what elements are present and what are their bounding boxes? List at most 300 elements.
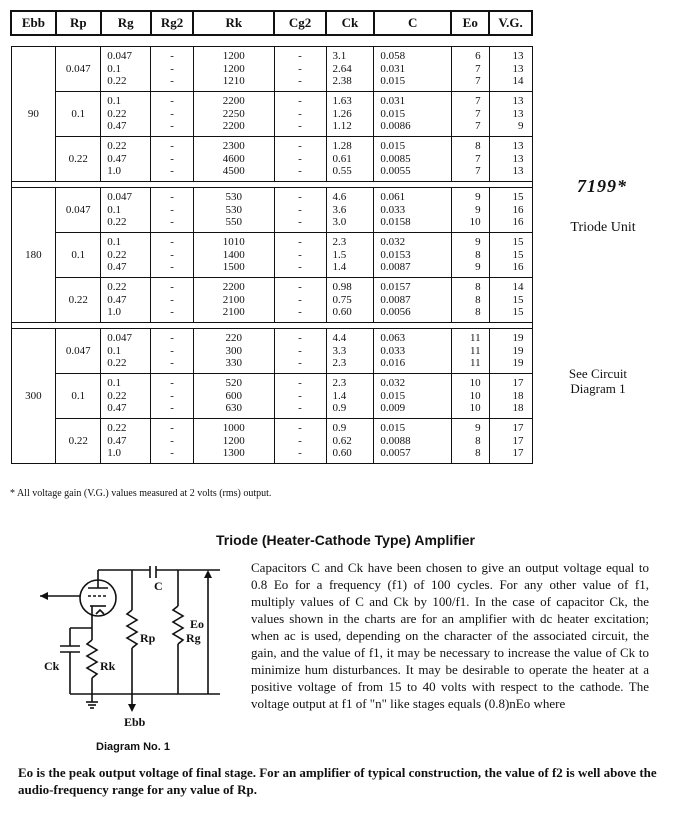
rg-value: 0.47 (107, 402, 127, 415)
rg-cell (101, 329, 151, 374)
cg2-value: - (298, 402, 302, 415)
rg-value: 0.47 (107, 434, 127, 447)
eo-value: 11 (470, 357, 481, 370)
rp-cell: 0.047 (56, 47, 101, 92)
vg-value: 15 (512, 236, 524, 249)
c-cell (374, 137, 451, 182)
section-title: Triode (Heater-Cathode Type) Amplifier (215, 532, 476, 548)
c-value: 0.032 (380, 236, 406, 249)
ck-value: 0.61 (332, 152, 352, 165)
ck-cell (326, 374, 374, 419)
rg2-value: - (170, 191, 174, 204)
rk-value: 630 (225, 402, 242, 415)
rp-cell: 0.1 (56, 233, 101, 278)
rg-value: 0.1 (107, 203, 121, 216)
c-value: 0.0153 (380, 248, 411, 261)
ck-value: 0.62 (332, 434, 352, 447)
rg-value: 0.22 (107, 389, 127, 402)
rg2-cell (151, 47, 194, 92)
eo-value: 8 (475, 248, 481, 261)
ck-value: 3.1 (332, 50, 347, 63)
rg-cell (101, 374, 151, 419)
vg-value: 13 (512, 165, 524, 178)
rg2-cell (151, 329, 194, 374)
rg2-cell (151, 278, 194, 323)
eo-cell (451, 92, 489, 137)
label-ebb: Ebb (124, 715, 146, 729)
vg-cell (489, 137, 532, 182)
rg2-value: - (170, 152, 174, 165)
rg2-value: - (170, 306, 174, 319)
vg-value: 13 (512, 107, 524, 120)
rk-value: 220 (225, 332, 242, 345)
header-c: C (374, 11, 451, 35)
rg-value: 0.22 (107, 75, 127, 88)
tube-number: 7199* (577, 176, 627, 196)
rg2-cell (151, 419, 194, 464)
cg2-value: - (298, 389, 302, 402)
rg-value: 0.22 (107, 107, 127, 120)
rg2-value: - (170, 422, 174, 435)
c-value: 0.015 (380, 75, 406, 88)
rg-cell (101, 137, 151, 182)
c-cell (374, 188, 451, 233)
rp-cell: 0.1 (56, 92, 101, 137)
rk-cell (193, 137, 274, 182)
rg-value: 0.47 (107, 261, 127, 274)
c-value: 0.031 (380, 95, 406, 108)
vg-value: 15 (512, 293, 524, 306)
rg-cell (101, 233, 151, 278)
c-value: 0.033 (380, 344, 406, 357)
ck-cell (326, 92, 374, 137)
rg2-value: - (170, 344, 174, 357)
ck-value: 4.6 (332, 191, 347, 204)
vg-value: 17 (512, 447, 524, 460)
rg-cell (101, 92, 151, 137)
vg-value: 14 (512, 75, 524, 88)
body-paragraph: Capacitors C and Ck have been chosen to give an output voltage equal to 0.8 Eo for a frequency (f1) of 100 cycles. For any other value of f1, multiply values of C and Ck by 100/f1. In the case of capacitor Ck, the values shown in the charts are for an amplifier with dc heater excitation; when ac is used, depending on the character of the associated circuit, the gain, and the value of f1, it may be necessary to increase the value of Ck to minimize hum disturbances. It may be desirable to operate the heater at a positive voltage of from 15 to 40 volts with respect to the cathode. The voltage output at f1 of "n" like stages equals (0.8)nEo where (251, 560, 649, 711)
rg-value: 0.22 (107, 140, 127, 153)
ck-cell (326, 47, 374, 92)
eo-value: 11 (470, 344, 481, 357)
rg2-value: - (170, 62, 174, 75)
c-value: 0.0088 (380, 434, 411, 447)
ck-value: 0.9 (332, 422, 347, 435)
header-rp: Rp (56, 11, 101, 35)
table-row (11, 419, 532, 464)
table-row (11, 329, 532, 374)
rg-cell (101, 419, 151, 464)
cg2-value: - (298, 191, 302, 204)
table-header-row (11, 11, 532, 35)
rg2-value: - (170, 248, 174, 261)
vg-cell (489, 278, 532, 323)
c-value: 0.0086 (380, 120, 411, 133)
rg-value: 0.1 (107, 62, 121, 75)
rk-cell (193, 188, 274, 233)
eo-value: 9 (475, 203, 481, 216)
cg2-cell (274, 419, 326, 464)
vg-value: 15 (512, 306, 524, 319)
rg2-value: - (170, 107, 174, 120)
table-row (11, 188, 532, 233)
eo-value: 7 (475, 165, 481, 178)
c-cell (374, 419, 451, 464)
cg2-value: - (298, 306, 302, 319)
rg2-value: - (170, 50, 174, 63)
rg-cell (101, 278, 151, 323)
header-ck: Ck (326, 11, 374, 35)
rg2-cell (151, 233, 194, 278)
eo-cell (451, 233, 489, 278)
rg2-cell (151, 374, 194, 419)
eo-value: 7 (475, 152, 481, 165)
c-value: 0.0087 (380, 293, 411, 306)
table-body (11, 47, 532, 464)
vg-cell (489, 419, 532, 464)
eo-value: 8 (475, 434, 481, 447)
rk-value: 1200 (222, 434, 245, 447)
cg2-value: - (298, 236, 302, 249)
vg-value: 13 (512, 140, 524, 153)
rg2-value: - (170, 332, 174, 345)
rk-cell (193, 329, 274, 374)
c-value: 0.063 (380, 332, 406, 345)
c-cell (374, 47, 451, 92)
cg2-cell (274, 278, 326, 323)
vg-value: 14 (512, 281, 524, 294)
rg2-value: - (170, 75, 174, 88)
rk-value: 2200 (222, 120, 245, 133)
eo-value: 9 (475, 191, 481, 204)
rk-value: 1300 (222, 447, 245, 460)
ebb-cell: 300 (11, 329, 56, 464)
cg2-value: - (298, 434, 302, 447)
rk-value: 2200 (222, 281, 245, 294)
eo-cell (451, 137, 489, 182)
vg-value: 16 (512, 261, 524, 274)
rg-value: 1.0 (107, 306, 121, 319)
label-rk: Rk (100, 659, 116, 673)
rk-cell (193, 278, 274, 323)
rg-value: 0.047 (107, 332, 132, 345)
vg-value: 17 (512, 377, 524, 390)
c-value: 0.0157 (380, 281, 411, 294)
circuit-diagram (30, 566, 240, 746)
cg2-cell (274, 188, 326, 233)
rk-value: 550 (225, 216, 242, 229)
eo-value: 9 (475, 236, 481, 249)
vg-cell (489, 233, 532, 278)
cg2-value: - (298, 281, 302, 294)
rp-cell: 0.047 (56, 329, 101, 374)
table-row (11, 47, 532, 92)
label-rg: Rg (186, 631, 201, 645)
c-value: 0.0158 (380, 216, 411, 229)
rp-cell: 0.22 (56, 278, 101, 323)
cg2-cell (274, 374, 326, 419)
cg2-value: - (298, 62, 302, 75)
ck-value: 1.28 (332, 140, 352, 153)
eo-cell (451, 278, 489, 323)
rk-value: 2300 (222, 140, 245, 153)
c-cell (374, 278, 451, 323)
cg2-value: - (298, 140, 302, 153)
vg-value: 15 (512, 191, 524, 204)
rg2-value: - (170, 216, 174, 229)
rg-cell (101, 188, 151, 233)
label-eo: Eo (190, 617, 205, 631)
rg2-value: - (170, 389, 174, 402)
eo-cell (451, 419, 489, 464)
vg-value: 19 (512, 332, 524, 345)
rk-value: 4600 (222, 152, 245, 165)
header-vg: V.G. (489, 11, 532, 35)
ck-value: 3.0 (332, 216, 347, 229)
c-value: 0.032 (380, 377, 406, 390)
eo-value: 7 (475, 95, 481, 108)
ck-value: 2.3 (332, 357, 347, 370)
rk-value: 530 (225, 191, 242, 204)
ck-cell (326, 233, 374, 278)
rk-cell (193, 233, 274, 278)
rg-value: 0.22 (107, 281, 127, 294)
cg2-value: - (298, 261, 302, 274)
label-c: C (154, 579, 163, 593)
cg2-value: - (298, 75, 302, 88)
c-value: 0.0056 (380, 306, 411, 319)
rg2-value: - (170, 140, 174, 153)
vg-value: 17 (512, 434, 524, 447)
rg2-value: - (170, 293, 174, 306)
rk-value: 2250 (222, 107, 245, 120)
unit-label: Triode Unit (570, 220, 636, 235)
rk-value: 1200 (222, 50, 245, 63)
cg2-cell (274, 329, 326, 374)
cg2-value: - (298, 203, 302, 216)
eo-value: 11 (470, 332, 481, 345)
eo-value: 8 (475, 447, 481, 460)
cg2-value: - (298, 357, 302, 370)
ck-value: 1.12 (332, 120, 352, 133)
ck-value: 1.4 (332, 261, 347, 274)
rk-value: 300 (225, 344, 242, 357)
c-value: 0.015 (380, 389, 406, 402)
rg2-value: - (170, 357, 174, 370)
rg-value: 0.22 (107, 216, 127, 229)
rk-value: 2100 (222, 306, 245, 319)
cg2-value: - (298, 152, 302, 165)
rg2-value: - (170, 447, 174, 460)
rg-value: 1.0 (107, 165, 121, 178)
data-table (10, 10, 533, 464)
eo-cell (451, 374, 489, 419)
eo-value: 10 (469, 377, 481, 390)
rp-cell: 0.1 (56, 374, 101, 419)
c-value: 0.0087 (380, 261, 411, 274)
ck-value: 0.55 (332, 165, 352, 178)
rg-value: 0.22 (107, 422, 127, 435)
vg-cell (489, 92, 532, 137)
rg-value: 0.47 (107, 120, 127, 133)
ck-cell (326, 278, 374, 323)
rg2-value: - (170, 120, 174, 133)
rk-value: 1000 (222, 422, 245, 435)
ck-value: 0.98 (332, 281, 352, 294)
ck-value: 1.63 (332, 95, 352, 108)
rg2-cell (151, 137, 194, 182)
c-value: 0.031 (380, 62, 406, 75)
c-value: 0.0055 (380, 165, 411, 178)
rg2-value: - (170, 402, 174, 415)
header-eo: Eo (451, 11, 489, 35)
vg-cell (489, 374, 532, 419)
cg2-value: - (298, 248, 302, 261)
eo-value: 8 (475, 306, 481, 319)
vg-value: 16 (512, 203, 524, 216)
rg-value: 0.22 (107, 248, 127, 261)
vg-value: 18 (512, 389, 524, 402)
vg-value: 13 (512, 152, 524, 165)
c-value: 0.015 (380, 107, 406, 120)
rg-cell (101, 47, 151, 92)
ck-value: 0.9 (332, 402, 347, 415)
c-value: 0.061 (380, 191, 406, 204)
rp-cell: 0.22 (56, 419, 101, 464)
vg-cell (489, 188, 532, 233)
vg-value: 19 (512, 344, 524, 357)
body-paragraph-bold: Eo is the peak output voltage of final stage. For an amplifier of typical construction, the value of f2 is well above the audio-frequency range for any value of Rp. (18, 765, 657, 797)
header-cg2: Cg2 (274, 11, 326, 35)
rk-value: 4500 (222, 165, 245, 178)
eo-cell (451, 329, 489, 374)
cg2-value: - (298, 50, 302, 63)
cg2-value: - (298, 293, 302, 306)
ebb-cell: 180 (11, 188, 56, 323)
rp-cell: 0.047 (56, 188, 101, 233)
cg2-value: - (298, 422, 302, 435)
rg2-value: - (170, 434, 174, 447)
circuit-reference: See Circuit Diagram 1 (568, 366, 628, 396)
cg2-value: - (298, 377, 302, 390)
rg2-cell (151, 188, 194, 233)
rk-value: 2100 (222, 293, 245, 306)
eo-value: 10 (469, 389, 481, 402)
cg2-cell (274, 233, 326, 278)
eo-value: 7 (475, 75, 481, 88)
table-row (11, 278, 532, 323)
vg-value: 13 (512, 50, 524, 63)
header-rk: Rk (193, 11, 274, 35)
header-ebb: Ebb (11, 11, 56, 35)
rk-value: 1400 (222, 248, 245, 261)
rg-value: 0.047 (107, 50, 132, 63)
header-rg2: Rg2 (151, 11, 194, 35)
rg2-value: - (170, 261, 174, 274)
rk-cell (193, 374, 274, 419)
c-value: 0.033 (380, 203, 406, 216)
ck-value: 2.3 (332, 236, 347, 249)
ck-cell (326, 419, 374, 464)
rk-value: 1200 (222, 62, 245, 75)
eo-value: 10 (469, 216, 481, 229)
ck-value: 2.38 (332, 75, 352, 88)
eo-value: 8 (475, 281, 481, 294)
rg2-value: - (170, 203, 174, 216)
cg2-value: - (298, 447, 302, 460)
ck-value: 3.3 (332, 344, 347, 357)
rp-cell: 0.22 (56, 137, 101, 182)
label-rp: Rp (140, 631, 156, 645)
vg-value: 17 (512, 422, 524, 435)
ck-value: 0.60 (332, 306, 352, 319)
cg2-value: - (298, 216, 302, 229)
rk-cell (193, 419, 274, 464)
rg2-cell (151, 92, 194, 137)
rk-value: 330 (225, 357, 242, 370)
rg-value: 0.22 (107, 357, 127, 370)
ck-value: 1.4 (332, 389, 347, 402)
c-value: 0.0085 (380, 152, 411, 165)
eo-value: 7 (475, 62, 481, 75)
cg2-value: - (298, 120, 302, 133)
diagram-caption: Diagram No. 1 (96, 741, 170, 753)
c-value: 0.016 (380, 357, 406, 370)
table-row (11, 92, 532, 137)
table-row (11, 137, 532, 182)
rg-value: 1.0 (107, 447, 121, 460)
ck-cell (326, 137, 374, 182)
rg-value: 0.1 (107, 344, 121, 357)
ebb-cell: 90 (11, 47, 56, 182)
eo-value: 9 (475, 422, 481, 435)
c-value: 0.015 (380, 422, 406, 435)
vg-value: 9 (518, 120, 524, 133)
ck-value: 2.3 (332, 377, 347, 390)
ck-cell (326, 329, 374, 374)
c-cell (374, 92, 451, 137)
c-cell (374, 233, 451, 278)
rk-value: 2200 (222, 95, 245, 108)
eo-value: 7 (475, 120, 481, 133)
cg2-value: - (298, 95, 302, 108)
rg-value: 0.1 (107, 236, 121, 249)
eo-cell (451, 47, 489, 92)
rk-value: 1500 (222, 261, 245, 274)
rk-value: 530 (225, 203, 242, 216)
rg2-value: - (170, 281, 174, 294)
ck-value: 4.4 (332, 332, 347, 345)
rk-value: 520 (225, 377, 242, 390)
rk-value: 600 (225, 389, 242, 402)
c-cell (374, 329, 451, 374)
ck-value: 2.64 (332, 62, 352, 75)
eo-value: 6 (475, 50, 481, 63)
eo-value: 8 (475, 140, 481, 153)
eo-value: 7 (475, 107, 481, 120)
ck-value: 1.5 (332, 248, 347, 261)
table-row (11, 233, 532, 278)
rg2-value: - (170, 95, 174, 108)
cg2-cell (274, 47, 326, 92)
cg2-value: - (298, 332, 302, 345)
c-value: 0.015 (380, 140, 406, 153)
cg2-value: - (298, 165, 302, 178)
footnote: * All voltage gain (V.G.) values measured at 2 volts (rms) output. (10, 488, 272, 499)
ck-cell (326, 188, 374, 233)
label-ck: Ck (44, 659, 60, 673)
